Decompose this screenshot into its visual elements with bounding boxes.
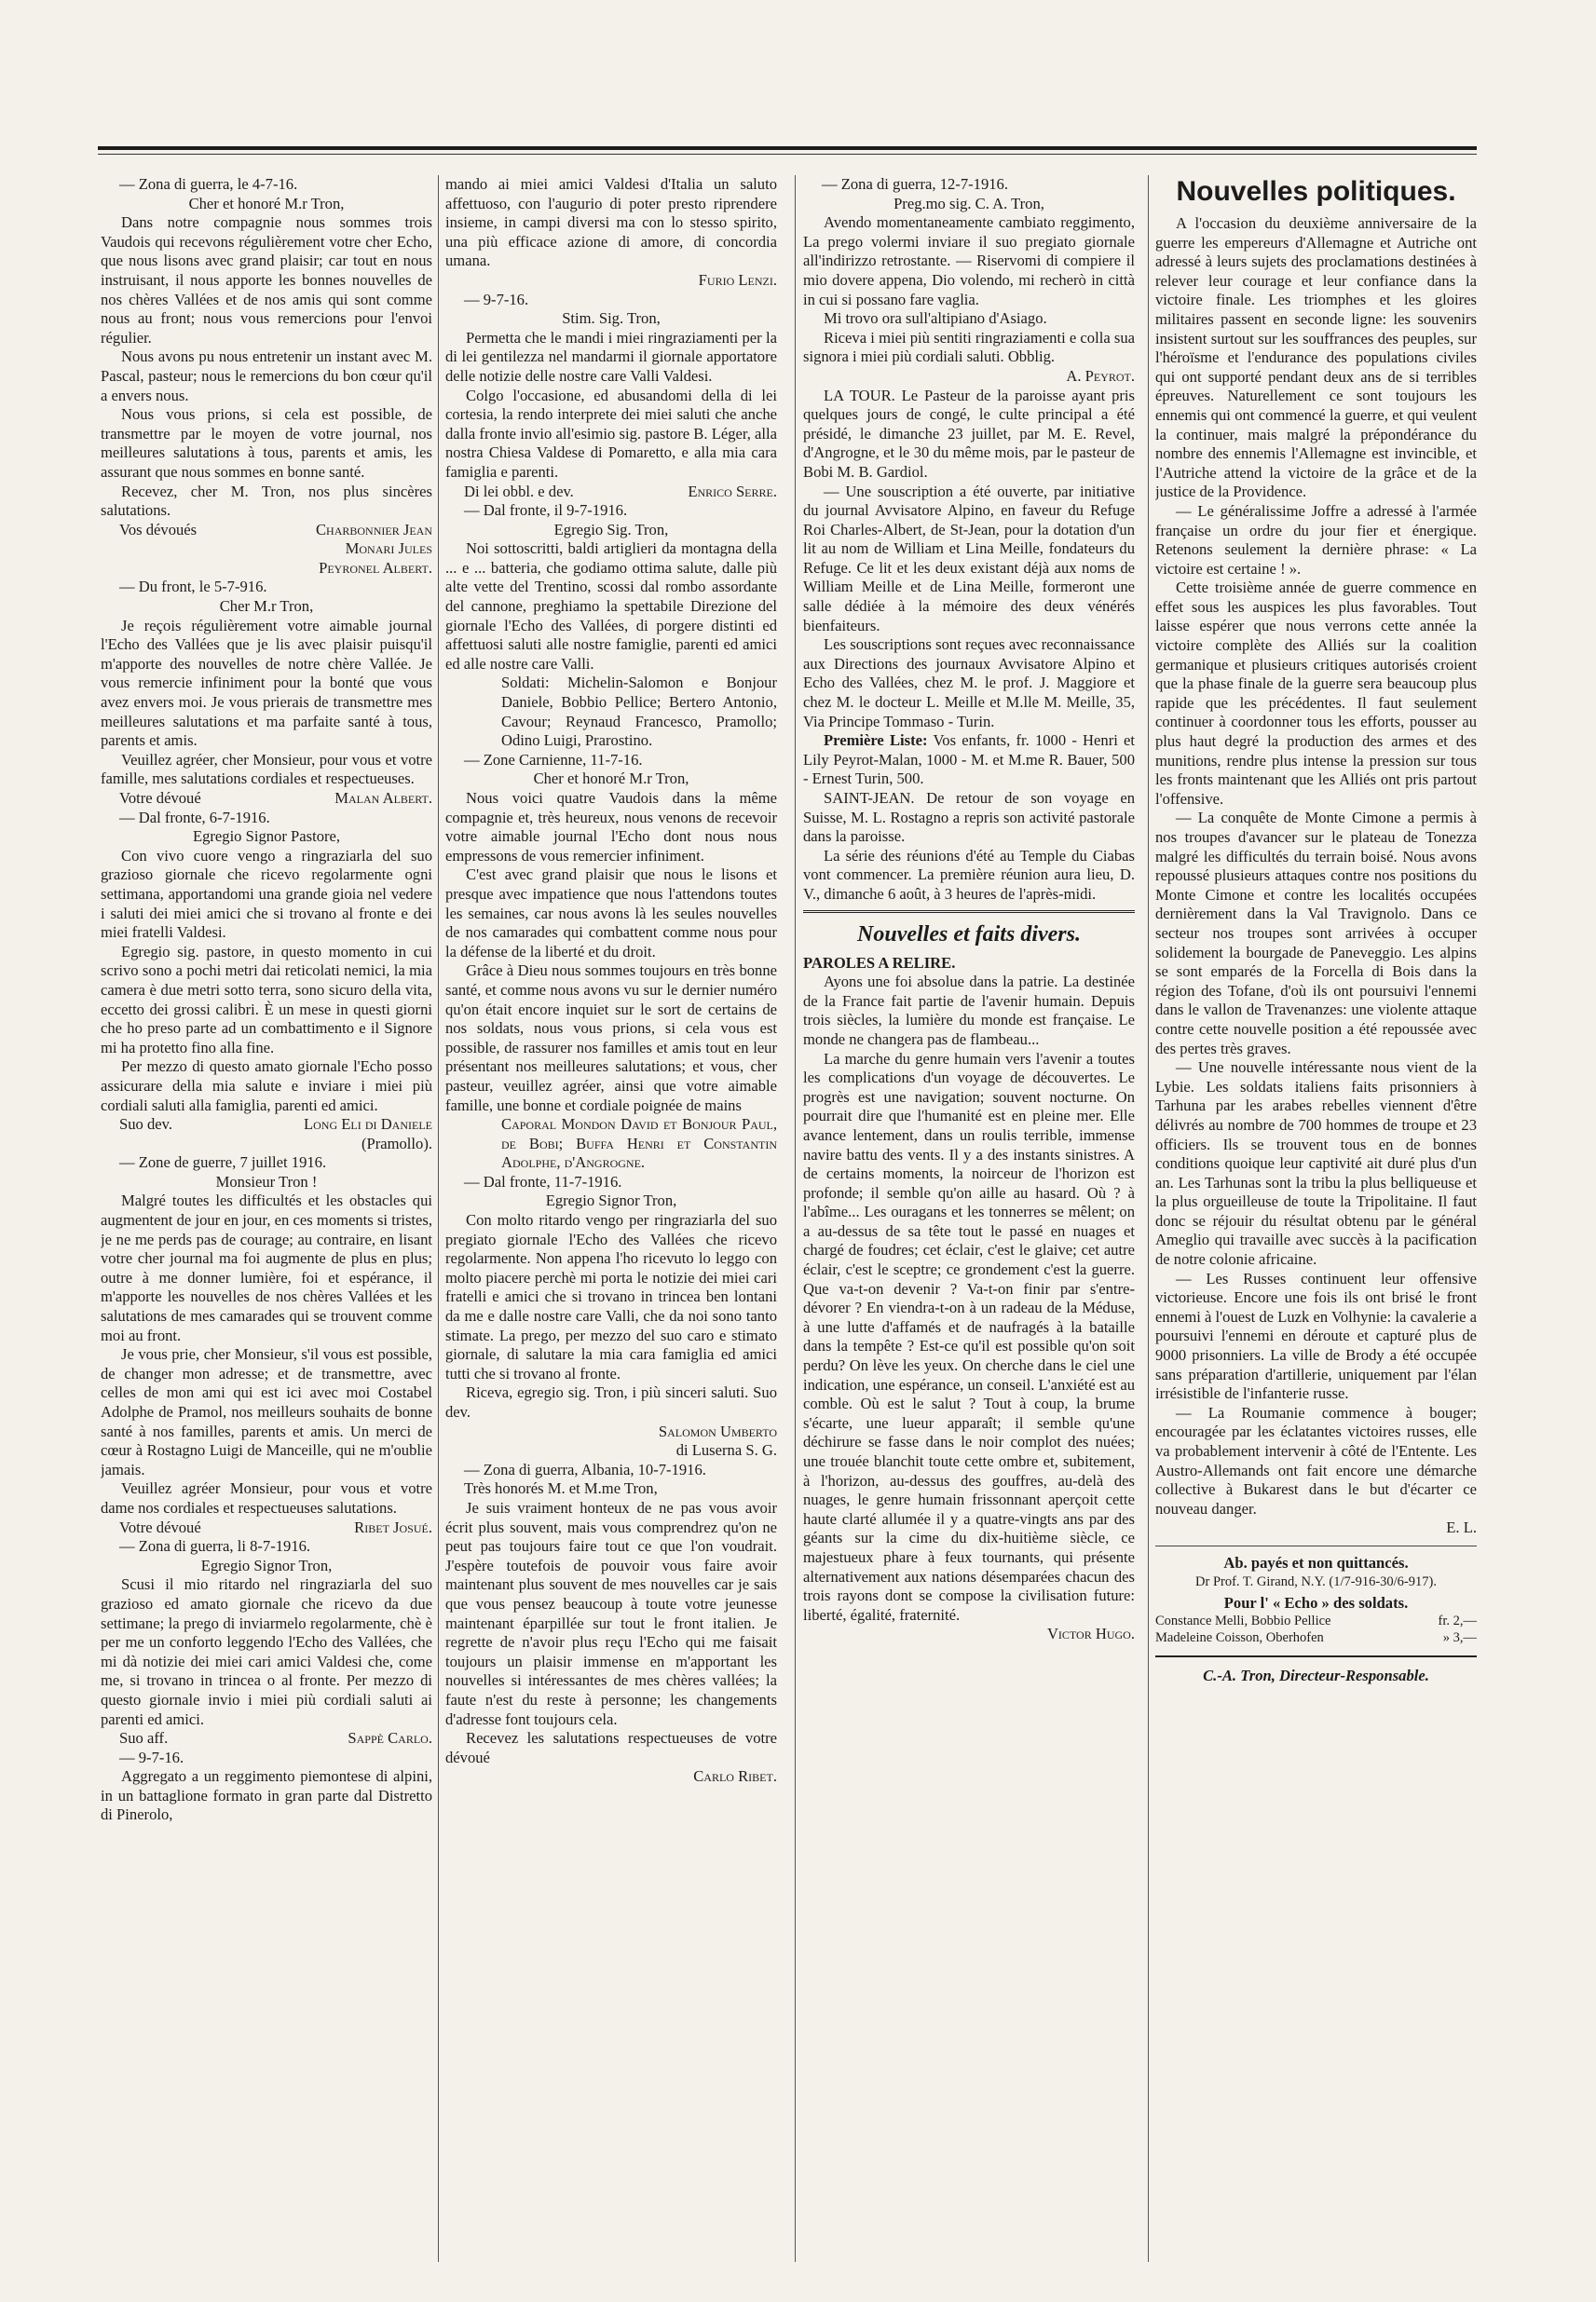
letter-date: — 9-7-16.: [119, 1748, 184, 1766]
letter-paragraph: Recevez les salutations respectueuses de votre dévoué: [445, 1729, 777, 1766]
letter-greeting: Preg.mo sig. C. A. Tron,: [893, 194, 1044, 212]
letter-date: — Zona di guerra, li 8-7-1916.: [119, 1537, 311, 1556]
top-rule: [98, 146, 1477, 150]
letter-paragraph: Veuillez agréer, cher Monsieur, pour vous et votre famille, mes salutations cordiales et respectueuses.: [101, 750, 432, 788]
parish-news-saint-jean: SAINT-JEAN. De retour de son voyage en Suisse, M. L. Rostagno a repris son activité pastorale dans la paroisse.: [803, 789, 1135, 846]
letter-signature: Carlo Ribet.: [693, 1767, 777, 1786]
letter-signature: Suo aff. Sappè Carlo.: [119, 1729, 432, 1748]
top-rule-thin: [98, 154, 1477, 155]
letter-paragraph: C'est avec grand plaisir que nous le lisons et presque avec impatience que nous l'attendons toutes les semaines, car nous avons là les seules nouvelles de nos camarades qui combattent comme nous pour la défense de la liberté et du droit.: [445, 865, 777, 960]
letter-greeting: Stim. Sig. Tron,: [562, 309, 661, 328]
letter-paragraph: Mi trovo ora sull'altipiano d'Asiago.: [824, 309, 1047, 328]
letter-signers: Soldati: Michelin-Salomon e Bonjour Daniele, Bobbio Pellice; Bertero Antonio, Cavour; Reynaud Francesco, Pramollo; Odino Luigi, Prarostino.: [501, 674, 777, 750]
letter-date: — Dal fronte, il 9-7-1916.: [464, 501, 628, 520]
news-paragraph: — Les Russes continuent leur offensive victorieuse. Encore une fois ils ont brisé le front ennemi à l'ouest de Luzk en Volhynie: la cavalerie a poursuivi l'ennemi en déroute et capturé plus de 9000 prisonniers. La ville de Brody a été occupée sans préparation d'artillerie, uniquement par l'élan irrésistible de l'infanterie russe.: [1155, 1269, 1477, 1403]
subscriptions-line: Dr Prof. T. Girand, N.Y. (1/7-916-30/6-917).: [1195, 1573, 1437, 1589]
letter-signature-place: (Pramollo).: [361, 1134, 432, 1152]
parish-news-souscription: — Une souscription a été ouverte, par initiative du journal Avvisatore Alpino, en faveur du Refuge Roi Charles-Albert, de St-Jean, pour la dotation d'un lit au nom de William et Lina Meille, fondateurs du Refuge. Ce lit et les deux existant déjà aux noms de William Meille et de Lina Meille, formeront une salle dédiée à la mémoire des deux vénérés bienfaiteurs.: [803, 482, 1135, 634]
column-divider: [438, 175, 439, 2262]
letter-date: — Dal fronte, 11-7-1916.: [464, 1172, 622, 1191]
letter-paragraph: Malgré toutes les difficultés et les obstacles qui augmentent de jour en jour, en ces moments si tristes, je ne me perds pas de courage; au contraire, en lisant votre cher journal ma foi augmente de plus en plus; outre à me donner lumière, foi et espérance, il m'apporte les nouvelles de nos chères Vallées et les salutations de mes camarades qui se trouvent comme moi au front.: [101, 1192, 432, 1344]
section-title: Nouvelles politiques.: [1176, 176, 1456, 207]
letter-signature-place: di Luserna S. G.: [675, 1441, 777, 1460]
column-4: [1155, 175, 1477, 2271]
column-3: [803, 175, 1135, 2271]
news-paragraph: A l'occasion du deuxième anniversaire de la guerre les empereurs d'Allemagne et Autriche ont adressé à leurs sujets des proclamations destinées à relever leur courage et leur confiance dans la victoire finale. Les triomphes et les gloires militaires passent en seconde ligne: les souvenirs insistent surtout sur les souffrances des peuples, sur l'héroïsme et l'endurance des populations civiles qui ont supporté pendant deux ans de si terribles épreuves. Naturellement ce sont toujours les ennemis qui ont commencé la guerre, et qui veulent la continuer, mais malgré la prépondérance du nombre des ennemis l'Allemagne est invincible, et l'Autriche attend la victoire de la grâce et de la justice de la Providence.: [1155, 214, 1477, 501]
column-2: [445, 175, 777, 2271]
paroles-paragraph: La marche du genre humain vers l'avenir a toutes les complications d'un voyage de découvertes. Le progrès est une navigation; souvent nocturne. On pourrait dire que l'humanité est en pleine mer. Elle avance lentement, dans un roulis terrible, immense navire battu des vents. Il y a des instants sinistres. A de certains moments, la noirceur de l'horizon est profonde; il semble qu'on aille au hasard. Où ? à l'abîme... Les ouragans et les tonnerres se mêlent; on a au-dessus de sa tête tout le passé en nuages et chargé de foudres; cet éclair, c'est le glaive; cet autre éclair, c'est le sceptre; ce grondement c'est la guerre. Que va-t-on devenir ? Va-t-on finir par s'entre-dévorer ? En viendra-t-on à un radeau de la Méduse, à une lutte d'affamés et de naufragés à la bataille dans la tempête ? Est-ce qu'il est possible qu'on soit perdu? On lève les yeux. On cherche dans le ciel une indication, une espérance, un conseil. L'anxiété est au comble. Où est le salut ? Tout à coup, la brume s'écarte, une lueur apparaît; il semble qu'une déchirure se fasse dans le noir complot des nuées; une trouée blanchit toute cette ombre et, subitement, à l'horizon, au-dessus des gouffres, au-delà des nuages, le genre humain frissonnant aperçoit cette haute clarté allumée il y a quatre-vingts ans par des géants sur la cime du dix-huitième siècle, ce majestueux phare à feux tournants, qui présente alternativement aux nations désemparées chacun des trois rayons dont se compose la civilisation future: liberté, égalité, fraternité.: [803, 1049, 1135, 1624]
letter-paragraph: Per mezzo di questo amato giornale l'Echo posso assicurare della mia salute e inviare i miei più cordiali saluti alla famiglia, parenti ed amici.: [101, 1057, 432, 1114]
letter-greeting: Egregio Signor Pastore,: [192, 827, 341, 846]
letter-paragraph: Veuillez agréer Monsieur, pour vous et votre dame nos cordiales et respectueuses salutations.: [101, 1479, 432, 1517]
news-paragraph: — La Roumanie commence à bouger; encouragée par les éclatantes victoires russes, elle va probablement intervenir à côté de l'Entente. Les Austro-Allemands ont fait encore une démarche collective à Bukarest dans le but d'écarter ce nouveau danger.: [1155, 1403, 1477, 1518]
letter-date: — Zone Carnienne, 11-7-16.: [464, 750, 643, 769]
letter-greeting: Cher M.r Tron,: [219, 597, 314, 616]
letter-signature: Suo dev. Long Eli di Daniele: [119, 1115, 432, 1134]
news-signature: E. L.: [1446, 1519, 1477, 1537]
letter-signature: A. Peyrot.: [1066, 366, 1135, 385]
paroles-paragraph: Ayons une foi absolue dans la patrie. La destinée de la France fait partie de l'avenir humain. Depuis trois siècles, la lumière du monde est française. Le monde ne changera pas de flambeau...: [803, 973, 1135, 1048]
letter-greeting: Egregio Sig. Tron,: [553, 520, 669, 538]
letter-paragraph: mando ai miei amici Valdesi d'Italia un saluto affettuoso, con l'augurio di poter presto riprendere insieme, in campi diversi ma con lo stesso spirito, una più efficace azione di amore, di concordia umana.: [445, 175, 777, 270]
letter-paragraph: Dans notre compagnie nous sommes trois Vaudois qui recevons régulièrement votre cher Echo, que nous lisons avec grand plaisir; car tout en nous instruisant, il nous apporte les bonnes nouvelles de nos chères Vallées et de nos amis qui sont comme nous au front; nous vous remercions pour l'envoi régulier.: [101, 213, 432, 347]
letter-date: — Zona di guerra, Albania, 10-7-1916.: [464, 1460, 706, 1478]
director-line: C.-A. Tron, Directeur-Responsable.: [1203, 1667, 1429, 1685]
letter-paragraph: Avendo momentaneamente cambiato reggimento, La prego volermi inviare il suo pregiato giornale all'indirizzo retrostante. — Riservomi di compiere il mio dovere appena, Dio volendo, mi recherò in città in cui si possano fare vaglia.: [803, 213, 1135, 308]
letter-date: — Zona di guerra, 12-7-1916.: [822, 175, 1008, 193]
parish-news-souscriptions-recues: Les souscriptions sont reçues avec reconnaissance aux Directions des journaux Avvisatore Alpino et Echo des Vallées, chez M. le prof. J. Maggiore et chez M. le docteur L. Meille et M.lle M. Meille, 35, Via Principe Tommaso - Turin.: [803, 635, 1135, 730]
letter-paragraph: Nous voici quatre Vaudois dans la même compagnie et, très heureux, nous venons de recevoir votre aimable journal l'Echo dont nous nous empressons de vous remercier infiniment.: [445, 789, 777, 865]
letter-paragraph: Je reçois régulièrement votre aimable journal l'Echo des Vallées que je lis avec plaisir puisqu'il m'apporte des nouvelles de notre chère Vallée. Je vous remercie infiniment pour la bonté que vous avez envers moi. Je vous prierais de transmettre mes meilleures salutations et ma parfaite santé à tous, parents et amis.: [101, 616, 432, 750]
letter-date: — Du front, le 5-7-916.: [119, 578, 267, 596]
letter-paragraph: Scusi il mio ritardo nel ringraziarla del suo grazioso ed amato giornale che ricevo da due settimane; la prego di inviarmelo regolarmente, chè è per me un conforto leggendo l'Echo des Vallées, che mi dà notizie dei miei cari amici Valdesi che, come me, si trovano in trincea o al fronte. Per mezzo di questo giornale invio i miei più cordiali saluti ai parenti ed amici.: [101, 1575, 432, 1728]
parish-news-latour: LA TOUR. Le Pasteur de la paroisse ayant pris quelques jours de congé, le culte principal a été présidé, le dimanche 23 juillet, par M. E. Revel, d'Angrogne, et le 30 du même mois, par le pasteur de Bobi M. B. Gardiol.: [803, 386, 1135, 481]
letter-paragraph: Nous avons pu nous entretenir un instant avec M. Pascal, pasteur; nous le remercions du bon cœur qu'il a envers nous.: [101, 347, 432, 404]
letter-greeting: Cher et honoré M.r Tron,: [533, 770, 689, 788]
letter-paragraph: Riceva, egregio sig. Tron, i più sinceri saluti. Suo dev.: [445, 1383, 777, 1421]
news-paragraph: Cette troisième année de guerre commence en effet sous les auspices les plus favorables. Tout laisse espérer que nous verrons cette année la victoire complète des Alliés sur la coalition germanique et plusieurs critiques autorisés croient que la phase finale de la guerre sera beaucoup plus rapide que les précédentes. Il faut seulement continuer à coordonner tous les efforts, pousser au plus haut degré la production des armes et des munitions, rendre plus intense la pression sur tous les fronts maintenant que les Alliés ont pris partout l'offensive.: [1155, 579, 1477, 808]
news-paragraph: — Le généralissime Joffre a adressé à l'armée française un ordre du jour fier et énergique. Retenons seulement la dernière phrase: « La victoire est certaine ! ».: [1155, 501, 1477, 578]
letter-date: — 9-7-16.: [464, 290, 529, 308]
news-paragraph: — Une nouvelle intéressante nous vient de la Lybie. Les soldats italiens faits prisonniers à Tarhuna par les arabes rebelles viennent d'être délivrés au nombre de 700 hommes de troupe et 23 officiers. Ils se trouvent tous en de bonnes conditions quoique leur captivité ait duré plus d'un an. Les Tarhunas sont la tribu la plus belliqueuse et la plus orgueilleuse de toute la Tripolitaine. Il faut donc se réjouir du résultat obtenu par le général Ameglio qui travaille avec succès à la pacification de notre colonie africaine.: [1155, 1058, 1477, 1269]
letter-date: — Zona di guerra, le 4-7-16.: [119, 175, 298, 193]
letter-greeting: Très honorés M. et M.me Tron,: [464, 1479, 658, 1498]
letter-paragraph: Colgo l'occasione, ed abusandomi della di lei cortesia, la rendo interprete dei miei saluti che anche dalla fronte invio all'esimio sig. pastore B. Léger, alla nostra Chiesa Valdese di Pomaretto, e alla mia cara famiglia e parenti.: [445, 386, 777, 481]
letter-paragraph: Egregio sig. pastore, in questo momento in cui scrivo sono a pochi metri dai reticolati nemici, la mia camera è due metri sotto terra, sono sicuro della vita, eccetto dei grossi calibri. È un mese in questi giorni che ho preso parte ad un combattimento e il Signore mi ha protetto fino alla fine.: [101, 942, 432, 1056]
letter-signature: Salomon Umberto: [658, 1422, 777, 1440]
letter-signature: Votre dévoué Ribet Josué.: [119, 1518, 432, 1536]
column-divider: [795, 175, 796, 2262]
letter-paragraph: Riceva i miei più sentiti ringraziamenti e colla sua signora i miei più cordiali saluti. Obblig.: [803, 328, 1135, 366]
letter-paragraph: Con vivo cuore vengo a ringraziarla del suo grazioso giornale che ricevo regolarmente ogni settimana, apportandomi una grande gioia nel vedere i saluti dei miei amici che si trovano al fronte e dei miei fratelli Valdesi.: [101, 846, 432, 942]
letter-paragraph: Je suis vraiment honteux de ne pas vous avoir écrit plus souvent, mais vous comprendrez qu'on ne peut pas toujours faire tout ce que l'on voudrait. J'espère toutefois de pouvoir vous faire avoir maintenant plus souvent de mes nouvelles car je sais que vous pensez beaucoup à toute votre jeunesse maintenant éparpillée sur tout le front italien. Je regrette de n'avoir plus reçu l'Echo qui me faisait toujours un plaisir immense en m'apportant les nouvelles si intéressantes de mes chères vallées; la faute n'est du reste à personne; les changements d'adresse font toujours cela.: [445, 1498, 777, 1728]
letter-signature: Furio Lenzi.: [698, 270, 777, 289]
letter-signature: Vos dévoués Charbonnier Jean Monari Jules Peyronel Albert.: [119, 520, 432, 577]
news-paragraph: — La conquête de Monte Cimone a permis à nos troupes d'avancer sur le plateau de Tonezza malgré les difficultés du terrain boisé. Nous avons repoussé plusieurs attaques contre nos positions du Monte Cimone et contre les localités occupées dernièrement dans la Val Travignolo. Dans ce secteur nos troupes sont arrivées à occuper solidement la bourgade de Paneveggio. Les alpins se sont emparés de la Forcella di Bois dans la région des Tofane, d'où ils ont poursuivi l'ennemi dans le vallon de Travenanzes: une violente attaque contre cette nouvelle position a été repoussée avec des pertes très graves.: [1155, 809, 1477, 1057]
divider: [1155, 1655, 1477, 1657]
premiere-liste: Première Liste: Vos enfants, fr. 1000 - Henri et Lily Peyrot-Malan, 1000 - M. et M.me R. Bauer, 500 - Ernest Turin, 500.: [803, 731, 1135, 788]
letter-greeting: Monsieur Tron !: [215, 1172, 318, 1191]
letter-paragraph: Grâce à Dieu nous sommes toujours en très bonne santé, et comme nous avons vu sur le dernier numéro qu'on était encore inquiet sur le sort de certains de nos soldats, nous vous prions, si cela vous est possible, de rassurer nos familles et amis tout en leur présentant nos meilleures salutations; et vous, cher pasteur, veuillez agréer, ainsi que votre aimable famille, une bonne et cordiale poignée de mains: [445, 961, 777, 1114]
paroles-signature: Victor Hugo.: [1046, 1625, 1135, 1643]
letter-paragraph: Nous vous prions, si cela est possible, de transmettre par le moyen de votre journal, nos meilleures salutations à tous, parents et amis, les assurant que nous sommes en bonne santé.: [101, 405, 432, 481]
letter-signature: Di lei obbl. e dev. Enrico Serre.: [464, 482, 777, 500]
donation-row: Madeleine Coisson, Oberhofen » 3,—: [1155, 1630, 1477, 1646]
column-1: [101, 175, 432, 2271]
letter-paragraph: Aggregato a un reggimento piemontese di alpini, in un battaglione formato in gran parte dal Distretto di Pinerolo,: [101, 1767, 432, 1824]
letter-signers: Caporal Mondon David et Bonjour Paul, de Bobi; Buffa Henri et Constantin Adolphe, d'Angrogne.: [501, 1115, 777, 1172]
donation-row: Constance Melli, Bobbio Pellice fr. 2,—: [1155, 1614, 1477, 1629]
letter-paragraph: Permetta che le mandi i miei ringraziamenti per la di lei gentilezza nel mandarmi il giornale apportatore delle notizie delle nostre care Valli Valdesi.: [445, 328, 777, 385]
letter-greeting: Egregio Signor Tron,: [200, 1556, 333, 1574]
letter-signature: Votre dévoué Malan Albert.: [119, 789, 432, 807]
letter-date: — Zone de guerre, 7 juillet 1916.: [119, 1153, 327, 1172]
letter-paragraph: Noi sottoscritti, baldi artiglieri da montagna della ... e ... batteria, che godiamo ottima salute, dalle più alte vette del Trentino, scossi dal rombo assordante del cannone, preghiamo la spettabile Direzione del giornale l'Echo des Vallées, di porgere distinti ed affettuosi saluti alle nostre famiglie, parenti ed amici ed alle nostre care Valli.: [445, 539, 777, 673]
paroles-title: PAROLES A RELIRE.: [803, 953, 956, 972]
letter-paragraph: Con molto ritardo vengo per ringraziarla del suo pregiato giornale l'Echo des Vallées che ricevo regolarmente. Non appena l'ho ricevuto lo leggo con molto piacere perchè mi porta le notizie dei miei cari fratelli e amici che si trovano in trincea ben lontani da me e dalle nostre care Valli, che da noi sono tanto stimate. La prego, per mezzo del suo caro e stimato giornale, di salutare la mia cara famiglia ed amici tutti che si trovano al fronte.: [445, 1211, 777, 1383]
parish-news-reunions: La série des réunions d'été au Temple du Ciabas vont commencer. La première réunion aura lieu, D. V., dimanche 6 août, à 3 heures de l'après-midi.: [803, 846, 1135, 903]
letter-paragraph: Je vous prie, cher Monsieur, s'il vous est possible, de changer mon adresse; et de transmettre, avec celles de mon ami qui est ici avec moi Costabel Adolphe de Pramol, nos meilleurs souhaits de bonne santé à nos familles, parents et amis. Un merci de cœur à Rostagno Luigi de Manceille, qui ne m'oublie jamais.: [101, 1345, 432, 1478]
letter-date: — Dal fronte, 6-7-1916.: [119, 808, 270, 826]
donations-title: Pour l' « Echo » des soldats.: [1223, 1593, 1409, 1612]
letter-greeting: Egregio Signor Tron,: [545, 1192, 677, 1210]
letter-paragraph: Recevez, cher M. Tron, nos plus sincères salutations.: [101, 482, 432, 520]
section-title: Nouvelles et faits divers.: [803, 910, 1135, 948]
column-divider: [1148, 175, 1149, 2262]
subscriptions-title: Ab. payés et non quittancés.: [1223, 1553, 1409, 1572]
letter-greeting: Cher et honoré M.r Tron,: [188, 194, 345, 212]
